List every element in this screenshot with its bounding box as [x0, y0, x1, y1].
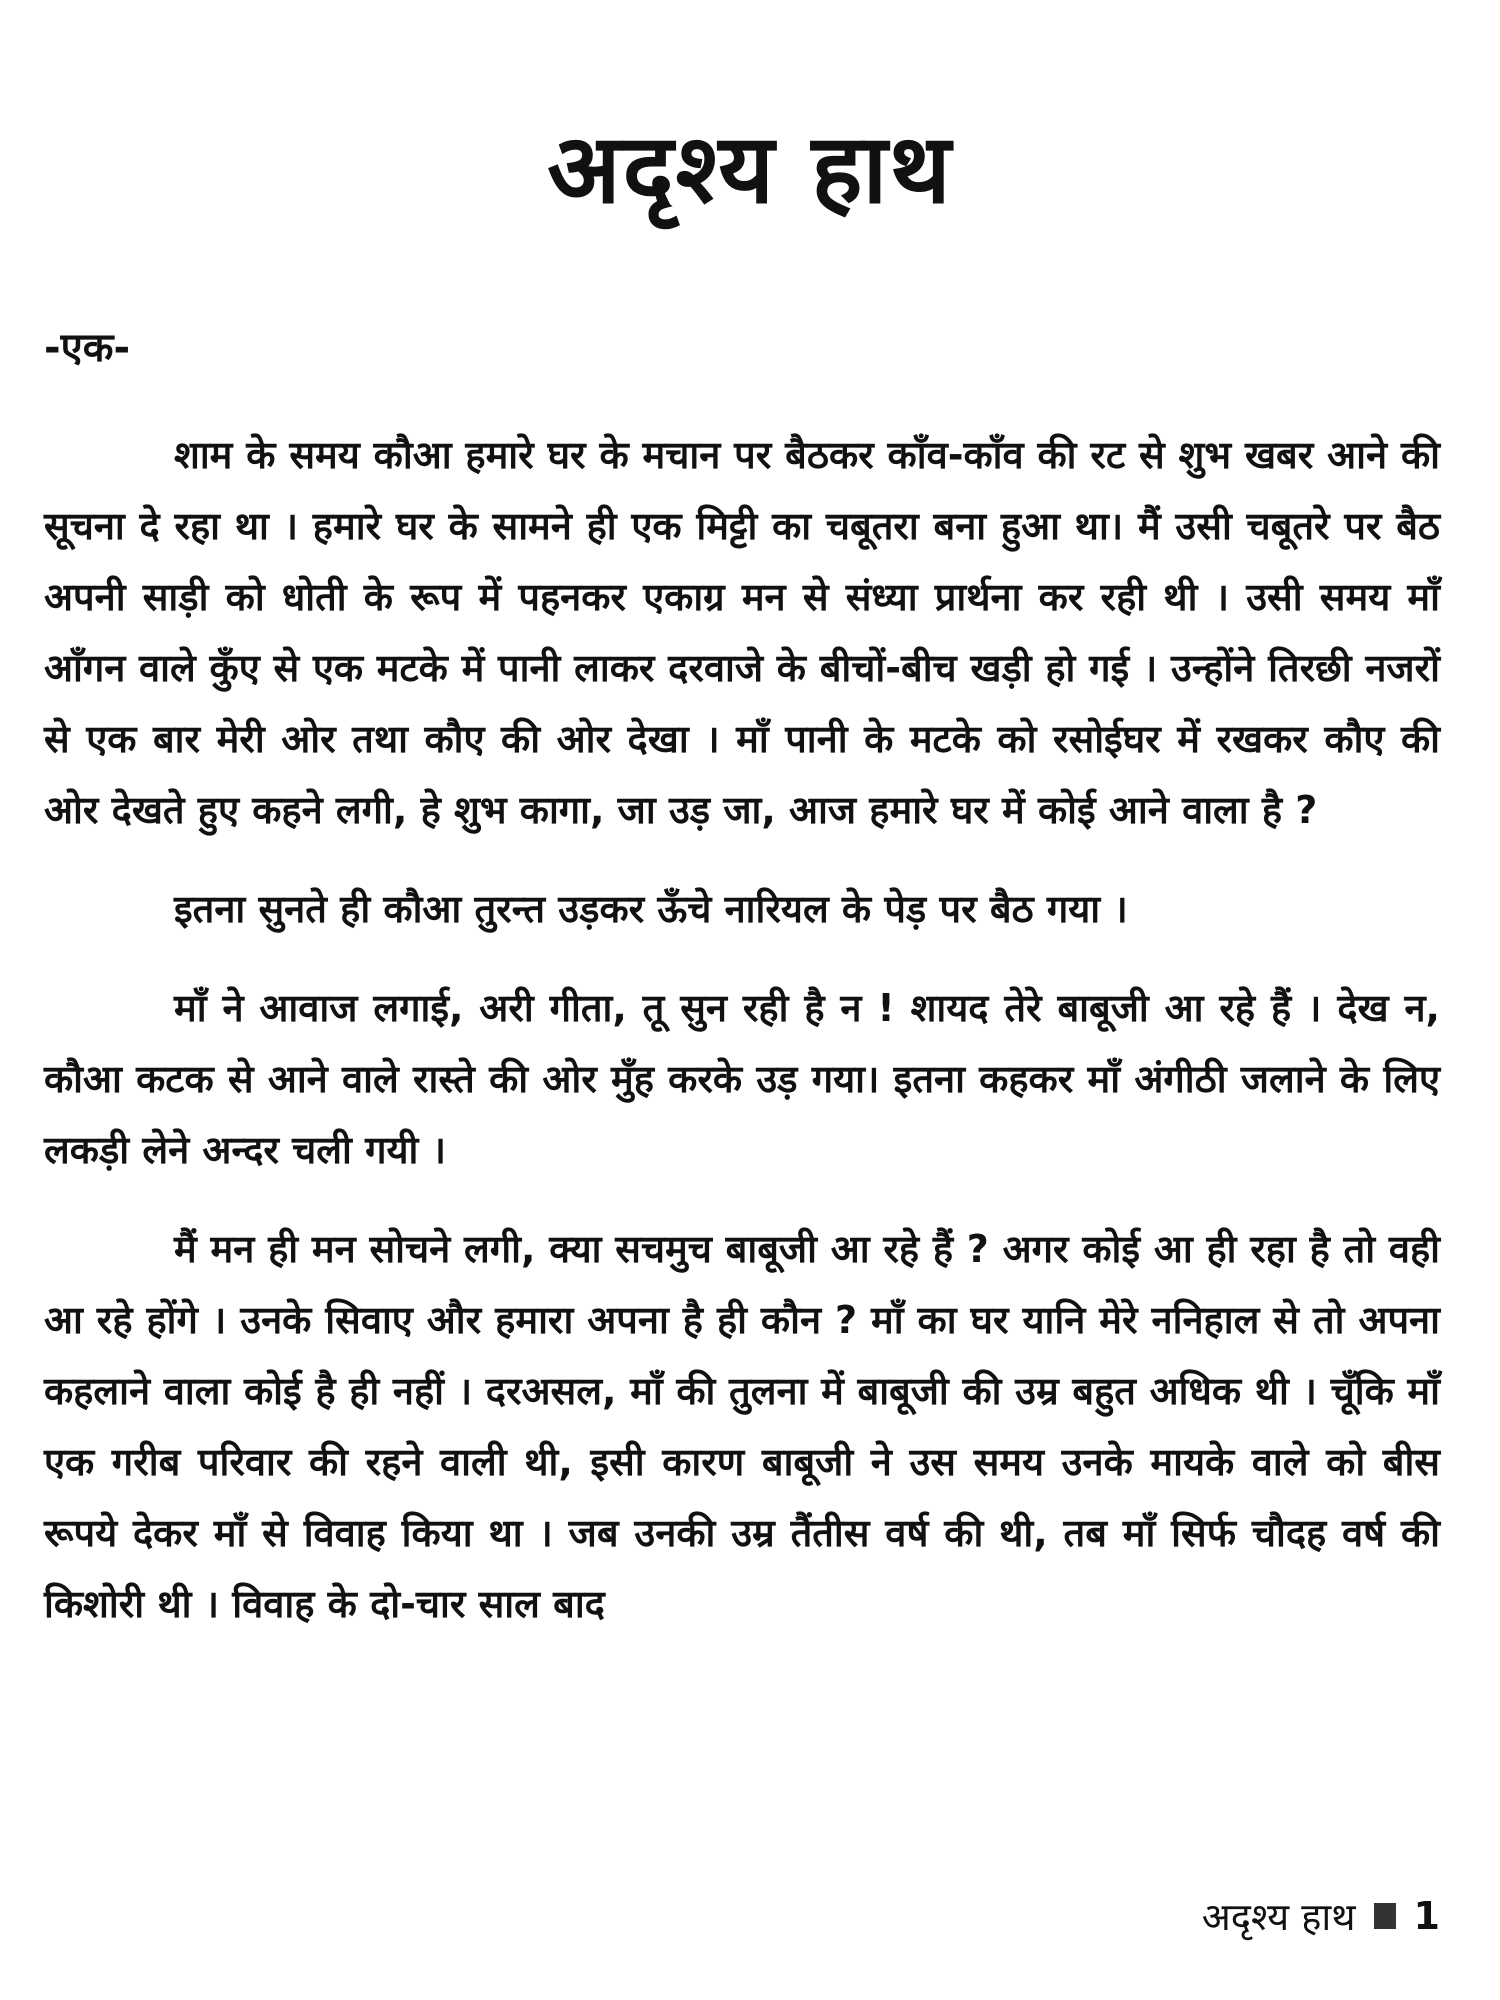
square-icon	[1374, 1903, 1396, 1929]
section-marker: -एक-	[44, 325, 131, 371]
paragraph-3: माँ ने आवाज लगाई, अरी गीता, तू सुन रही है न ! शायद तेरे बाबूजी आ रहे हैं । देख न, कौआ कटक से आने वाले रास्ते की ओर मुँह करके उड़ गया। इतना कहकर माँ अंगीठी जलाने के लिए लकड़ी लेने अन्दर चली गयी ।	[44, 986, 1440, 1172]
page-number: 1	[1413, 1894, 1440, 1938]
chapter-title: अदृश्य हाथ	[547, 113, 953, 225]
paragraph-2: इतना सुनते ही कौआ तुरन्त उड़कर ऊँचे नारियल के पेड़ पर बैठ गया ।	[174, 887, 1128, 931]
paragraph-4: मैं मन ही मन सोचने लगी, क्या सचमुच बाबूजी आ रहे हैं ? अगर कोई आ ही रहा है तो वही आ रहे होंगे । उनके सिवाए और हमारा अपना है ही कौन ? माँ का घर यानि मेरे ननिहाल से तो अपना कहलाने वाला कोई है ही नहीं । दरअसल, माँ की तुलना में बाबूजी की उम्र बहुत अधिक थी । चूँकि माँ एक गरीब परिवार की रहने वाली थी, इसी कारण बाबूजी ने उस समय उनके मायके वाले को बीस रूपये देकर माँ से विवाह किया था । जब उनकी उम्र तैंतीस वर्ष की थी, तब माँ सिर्फ चौदह वर्ष की किशोरी थी । विवाह के दो-चार साल बाद	[44, 1227, 1440, 1626]
running-title: अदृश्य हाथ	[1201, 1895, 1356, 1939]
body-text	[44, 420, 1440, 1668]
paragraph-1: शाम के समय कौआ हमारे घर के मचान पर बैठकर कॉंव-कॉंव की रट से शुभ खबर आने की सूचना दे रहा था । हमारे घर के सामने ही एक मिट्टी का चबूतरा बना हुआ था। मैं उसी चबूतरे पर बैठ अपनी साड़ी को धोती के रूप में पहनकर एकाग्र मन से संध्या प्रार्थना कर रही थी । उसी समय माँ आँगन वाले कुँए से एक मटके में पानी लाकर दरवाजे के बीचों-बीच खड़ी हो गई । उन्होंने तिरछी नजरों से एक बार मेरी ओर तथा कौए की ओर देखा । माँ पानी के मटके को रसोईघर में रखकर कौए की ओर देखते हुए कहने लगी, हे शुभ कागा, जा उड़ जा, आज हमारे घर में कोई आने वाला है ?	[44, 433, 1440, 832]
page-footer	[1202, 1890, 1440, 1942]
